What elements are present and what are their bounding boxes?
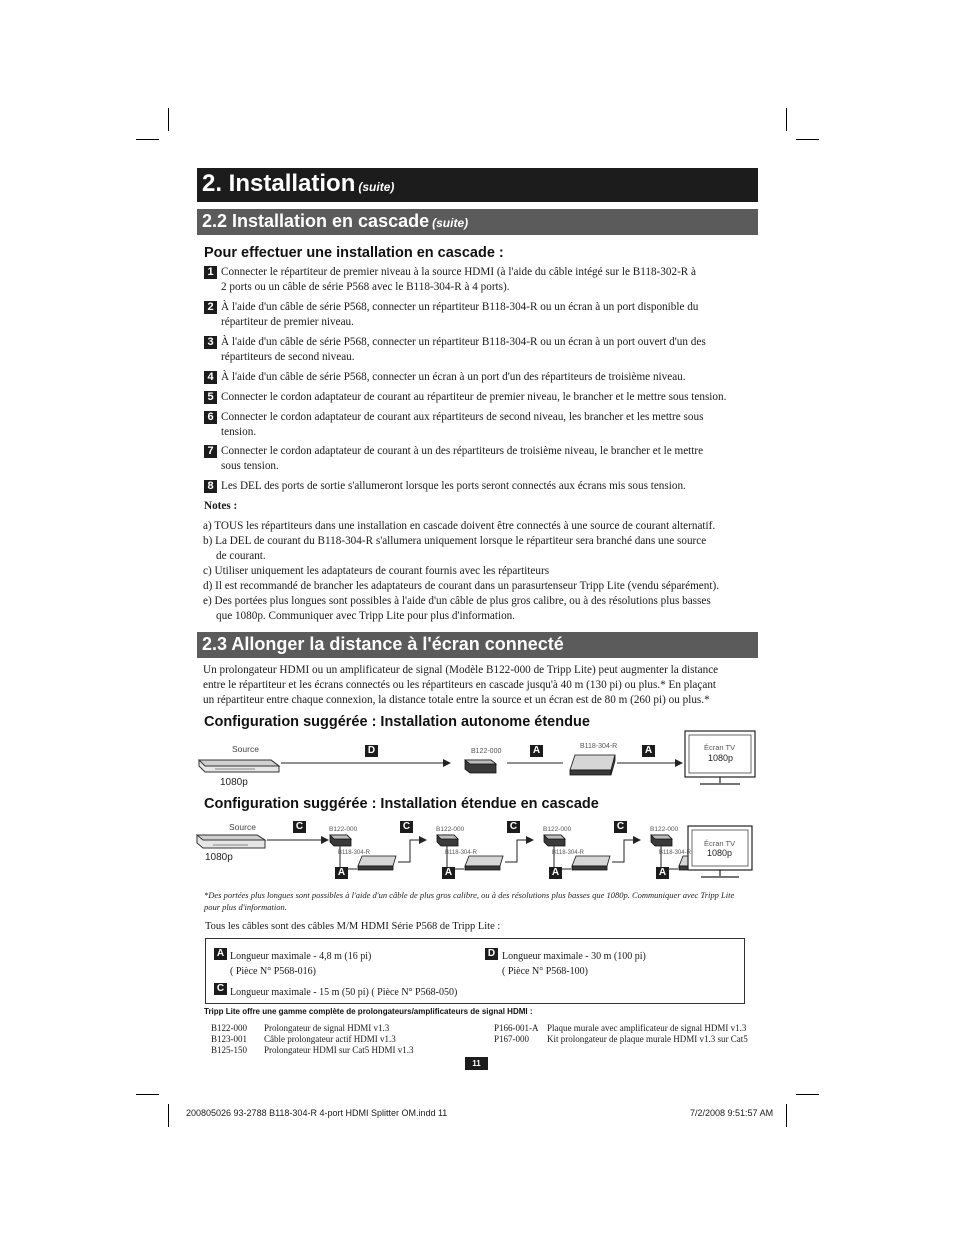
diagram-standalone [195,728,761,790]
crop-mark [796,1094,819,1095]
extender-device-top [437,835,458,839]
step-text: sous tension. [221,460,279,472]
step-text: À l'aide d'un câble de série P568, connecter un répartiteur B118-304-R ou un écran à un port ouvert d'un des [221,336,706,348]
crop-mark [168,1104,169,1127]
product-code: P166-001-A [494,1023,539,1033]
step-number: 6 [204,411,217,424]
step-number: 5 [204,391,217,404]
cable-line [612,840,640,862]
splitter-label: B118-304-R [338,850,370,856]
step-number: 4 [204,371,217,384]
product-description: Kit prolongateur de plaque murale HDMI v1.3 sur Cat5 [547,1034,748,1044]
cable-line [398,840,426,862]
crop-mark [786,108,787,131]
tv-resolution-label: 1080p [708,753,734,763]
cable-tag-c: C [214,983,227,995]
product-description: Câble prolongateur actif HDMI v1.3 [264,1034,396,1044]
note-line: c) Utiliser uniquement les adaptateurs de courant fournis avec les répartiteurs [203,565,550,577]
footer-timestamp: 7/2/2008 9:51:57 AM [690,1108,774,1118]
note-line: que 1080p. Communiquer avec Tripp Lite pour plus d'information. [216,610,516,622]
note-line: de courant. [216,550,266,562]
cable-tag-d: D [485,948,498,960]
crop-mark [796,139,819,140]
extender-device-top [544,835,565,839]
crop-mark [168,108,169,131]
product-code: B123-001 [211,1034,247,1044]
config1-heading: Configuration suggérée : Installation autonome étendue [204,714,590,730]
cable-tag-d: D [365,745,378,757]
cable-c-length: Longueur maximale - 15 m (50 pi) ( Pièce N° P568-050) [230,987,458,998]
products-heading: Tripp Lite offre une gamme complète de prolongateurs/amplificateurs de signal HDMI : [204,1007,533,1016]
product-description: Prolongateur de signal HDMI v1.3 [264,1023,390,1033]
step-text: À l'aide d'un câble de série P568, connecter un écran à un port d'un des répartiteurs de troisième niveau. [221,371,686,383]
cable-d-part: ( Pièce N° P568-100) [502,966,588,977]
source-label: Source [232,744,259,754]
splitter-label: B118-304-R [552,850,584,856]
cable-tag-a: A [656,867,669,879]
extender-label: B122-000 [650,826,679,833]
source-device-icon [197,835,265,848]
step-text: Connecter le cordon adaptateur de courant à un des répartiteurs de troisième niveau, le brancher et le mettre [221,445,704,457]
splitter-device-icon [570,755,615,775]
config2-heading: Configuration suggérée : Installation étendue en cascade [204,796,599,812]
cascade-subheading: Pour effectuer une installation en cascade : [204,245,504,261]
section-2-3-title-bar [197,632,758,658]
page-title-suffix: (suite) [358,180,395,194]
extender-device-icon [465,760,496,773]
cable-tag-a: A [335,867,348,879]
product-code: P167-000 [494,1034,530,1044]
note-line: a) TOUS les répartiteurs dans une installation en cascade doivent être connectés à une source de courant alternatif. [203,520,716,532]
extender-label: B122-000 [329,826,358,833]
cable-tag-a: A [442,867,455,879]
cable-d-length: Longueur maximale - 30 m (100 pi) [502,951,646,962]
product-description: Prolongateur HDMI sur Cat5 HDMI v1.3 [264,1045,414,1055]
cable-tag-a: A [530,745,543,757]
source-label: Source [229,822,256,832]
tv-label: Écran TV [704,839,736,848]
splitter-device-front [465,866,500,870]
extender-label: B122-000 [543,826,572,833]
section-2-2-title: 2.2 Installation en cascade (suite) [202,211,469,231]
extender-label: B122-000 [471,748,502,755]
tv-label: Écran TV [704,743,736,752]
step-text: Connecter le cordon adaptateur de courant aux répartiteurs de second niveau, les brancher et les mettre sous [221,411,704,423]
splitter-device-front [358,866,393,870]
step-text: tension. [221,426,257,438]
step-number: 3 [204,336,217,349]
footer-file-info: 200805026 93-2788 B118-304-R 4-port HDMI Splitter OM.indd 11 [186,1108,448,1118]
extender-device-top [651,835,672,839]
step-text: répartiteur de premier niveau. [221,316,354,328]
splitter-label: B118-304-R [659,850,691,856]
notes-label: Notes : [204,500,238,512]
cable-a-part: ( Pièce N° P568-016) [230,966,316,977]
note-line: b) La DEL de courant du B118-304-R s'allumera uniquement lorsque le répartiteur sera branché dans une source [203,535,707,547]
crop-mark [136,1094,159,1095]
splitter-device-front [572,866,607,870]
step-number: 1 [204,266,217,279]
cable-a-length: Longueur maximale - 4,8 m (16 pi) [230,951,372,962]
splitter-label: B118-304-R [580,743,618,750]
cables-intro: Tous les câbles sont des câbles M/M HDMI Série P568 de Tripp Lite : [205,921,501,932]
cable-line [505,840,533,862]
source-resolution-label: 1080p [205,852,233,863]
note-line: e) Des portées plus longues sont possibles à l'aide d'un câble de plus gros calibre, ou à des résolutions plus basses [203,595,711,607]
diagram-standalone-drawing [195,728,761,790]
step-number: 8 [204,480,217,493]
main-title-bar [197,168,758,202]
footnote: *Des portées plus longues sont possibles à l'aide d'un câble de plus gros calibre, ou à des résolutions plus basses que 1080p. Communiquer avec Tripp Lite pour plus d'information. [204,890,735,912]
section-2-2-title-bar [197,209,758,235]
source-resolution-label: 1080p [220,777,248,788]
step-text: 2 ports ou un câble de série P568 avec le B118-304-R à 4 ports). [221,281,510,293]
splitter-label: B118-304-R [445,850,477,856]
cable-tag-a: A [642,745,655,757]
cable-tag-c: C [400,821,413,833]
step-text: Les DEL des ports de sortie s'allumeront lorsque les ports seront connectés aux écrans mis sous tension. [221,480,686,492]
note-line: d) Il est recommandé de brancher les adaptateurs de courant dans un parasurtenseur Tripp Lite (vendu séparément). [203,580,719,592]
crop-mark [136,139,159,140]
cable-tag-a: A [549,867,562,879]
cable-tag-c: C [614,821,627,833]
splitter-device-icon [465,856,503,866]
splitter-device-icon [358,856,396,866]
product-description: Plaque murale avec amplificateur de signal HDMI v1.3 [547,1023,747,1033]
diagram-cascade [193,818,759,884]
step-text: Connecter le cordon adaptateur de courant au répartiteur de premier niveau, le brancher et le mettre sous tension. [221,391,727,403]
section-2-3-title: 2.3 Allonger la distance à l'écran connecté [202,634,564,654]
cable-tag-c: C [507,821,520,833]
extender-label: B122-000 [436,826,465,833]
step-text: À l'aide d'un câble de série P568, connecter un répartiteur B118-304-R ou un écran à un port disponible du [221,301,699,313]
source-device-icon [199,760,279,772]
section-2-3-paragraph: Un prolongateur HDMI ou un amplificateur de signal (Modèle B122-000 de Tripp Lite) peut augmenter la distance entre le répartiteur et les écrans connectés ou les répartiteurs en cascade jusqu'à 40 m (130 pi) ou plus.* En plaçant un répartiteur entre chaque connexion, la distance totale entre la source et un écran est de 80 m (260 pi) ou plus.* [203,664,719,706]
step-number: 7 [204,445,217,458]
tv-resolution-label: 1080p [707,848,733,858]
splitter-device-icon [572,856,610,866]
step-text: Connecter le répartiteur de premier niveau à la source HDMI (à l'aide du câble intégé sur le B118-302-R à [221,266,697,278]
extender-device-top [330,835,351,839]
cable-tag-a: A [214,948,227,960]
product-code: B122-000 [211,1023,247,1033]
page-title: 2. Installation (suite) [202,170,395,197]
crop-mark [786,1104,787,1127]
cable-tag-c: C [293,821,306,833]
product-code: B125-150 [211,1045,247,1055]
step-text: répartiteurs de second niveau. [221,351,355,363]
cables-box [205,938,745,1004]
step-number: 2 [204,301,217,314]
page-number: 11 [465,1057,488,1070]
